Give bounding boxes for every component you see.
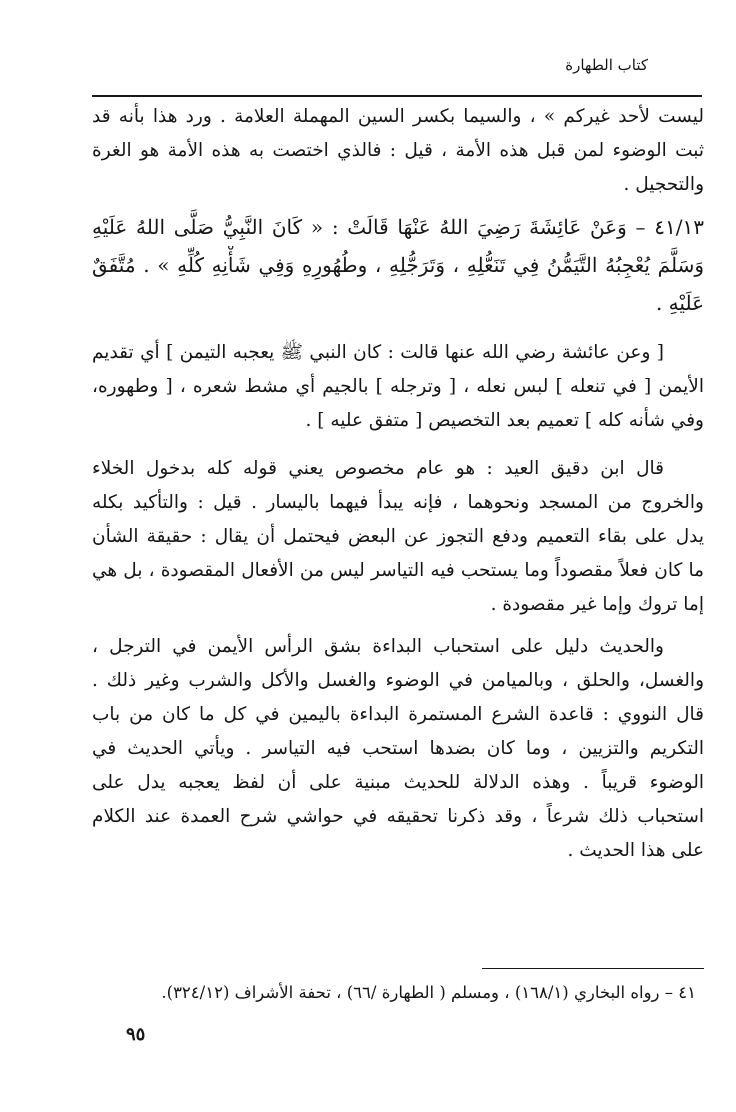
hadith-text <box>92 208 704 322</box>
ibn-daqiq-line: والخروج من المسجد ونحوهما ، فإنه يبدأ فيهما باليسار . قيل : والتأكيد بكله <box>92 492 704 513</box>
commentary-line: وفي شأنه كله ] تعميم بعد التخصيص [ متفق عليه ] . <box>305 410 704 431</box>
intro-paragraph <box>92 100 704 202</box>
commentary-paragraph <box>92 336 704 438</box>
ibn-daqiq-line: إما تروك وإما غير مقصودة . <box>490 594 704 615</box>
hadith-line: ٤١/١٣ – وَعَنْ عَائِشَةَ رَضِيَ اللهُ عَنْهَا قَالَتْ : « كَانَ النَّبِيُّ صَلَّى اللهُ عَلَيْهِ <box>92 215 704 239</box>
evidence-line: والغسل، والحلق ، وبالميامن في الوضوء والغسل والأكل والشرب وغير ذلك . <box>92 670 704 691</box>
header-rule <box>92 95 702 97</box>
evidence-line: الوضوء قريباً . وهذه الدلالة للحديث مبنية على أن لفظ يعجبه يدل على <box>92 772 704 793</box>
evidence-line: التكريم والتزيين ، وما كان بضدها استحب فيه التياسر . ويأتي الحديث في <box>92 738 704 759</box>
commentary-line: [ وعن عائشة رضي الله عنها قالت : كان النبي ﷺ يعجبه التيمن ] أي تقديم <box>92 342 664 363</box>
footnote: ٤١ – رواه البخاري (١٦٨/١) ، ومسلم ( الطهارة /٦٦) ، تحفة الأشراف (٣٢٤/١٢). <box>161 983 696 1002</box>
intro-line: والتحجيل . <box>623 174 704 195</box>
intro-line: ليست لأحد غيركم » ، والسيما بكسر السين المهملة العلامة . ورد هذا بأنه قد <box>92 106 704 127</box>
commentary-line: الأيمن [ في تنعله ] لبس نعله ، [ وترجله ] بالجيم أي مشط شعره ، [ وطهوره، <box>92 376 704 397</box>
evidence-line: والحديث دليل على استحباب البداءة بشق الرأس الأيمن في الترجل ، <box>92 636 664 657</box>
intro-line: ثبت الوضوء لمن قبل هذه الأمة ، قيل : فالذي اختصت به هذه الأمة هو الغرة <box>92 140 704 161</box>
footnote-rule <box>482 968 704 969</box>
evidence-line: قال النووي : قاعدة الشرع المستمرة البداءة باليمين في كل ما كان من باب <box>92 704 704 725</box>
hadith-line: عَلَيْهِ . <box>655 291 704 315</box>
evidence-paragraph <box>92 630 704 868</box>
main-text <box>92 100 704 868</box>
ibn-daqiq-paragraph <box>92 452 704 622</box>
ibn-daqiq-line: ما كان فعلاً مقصوداً وما يستحب فيه التياسر ليس من الأفعال المقصودة ، بل هي <box>92 560 704 581</box>
page-number: ٩٥ <box>126 1024 146 1045</box>
hadith-line: وَسَلَّمَ يُعْجِبُهُ التَّيَمُّنُ فِي تَنَعُّلِهِ ، وَتَرَجُّلِهِ ، وطُهُورِهِ وَفِي شَأْنِهِ كُلِّهِ » . مُتَّفَقٌ <box>92 253 704 277</box>
evidence-line: استحباب ذلك شرعاً ، وقد ذكرنا تحقيقه في حواشي شرح العمدة عند الكلام <box>92 806 704 827</box>
ibn-daqiq-line: قال ابن دقيق العيد : هو عام مخصوص يعني قوله كله بدخول الخلاء <box>92 458 664 479</box>
ibn-daqiq-line: يدل على بقاء التعميم ودفع التجوز عن البعض فيحتمل أن يقال : حقيقة الشأن <box>92 526 704 547</box>
evidence-line: على هذا الحديث . <box>567 840 704 861</box>
running-header-title: كتاب الطهارة <box>565 56 648 74</box>
